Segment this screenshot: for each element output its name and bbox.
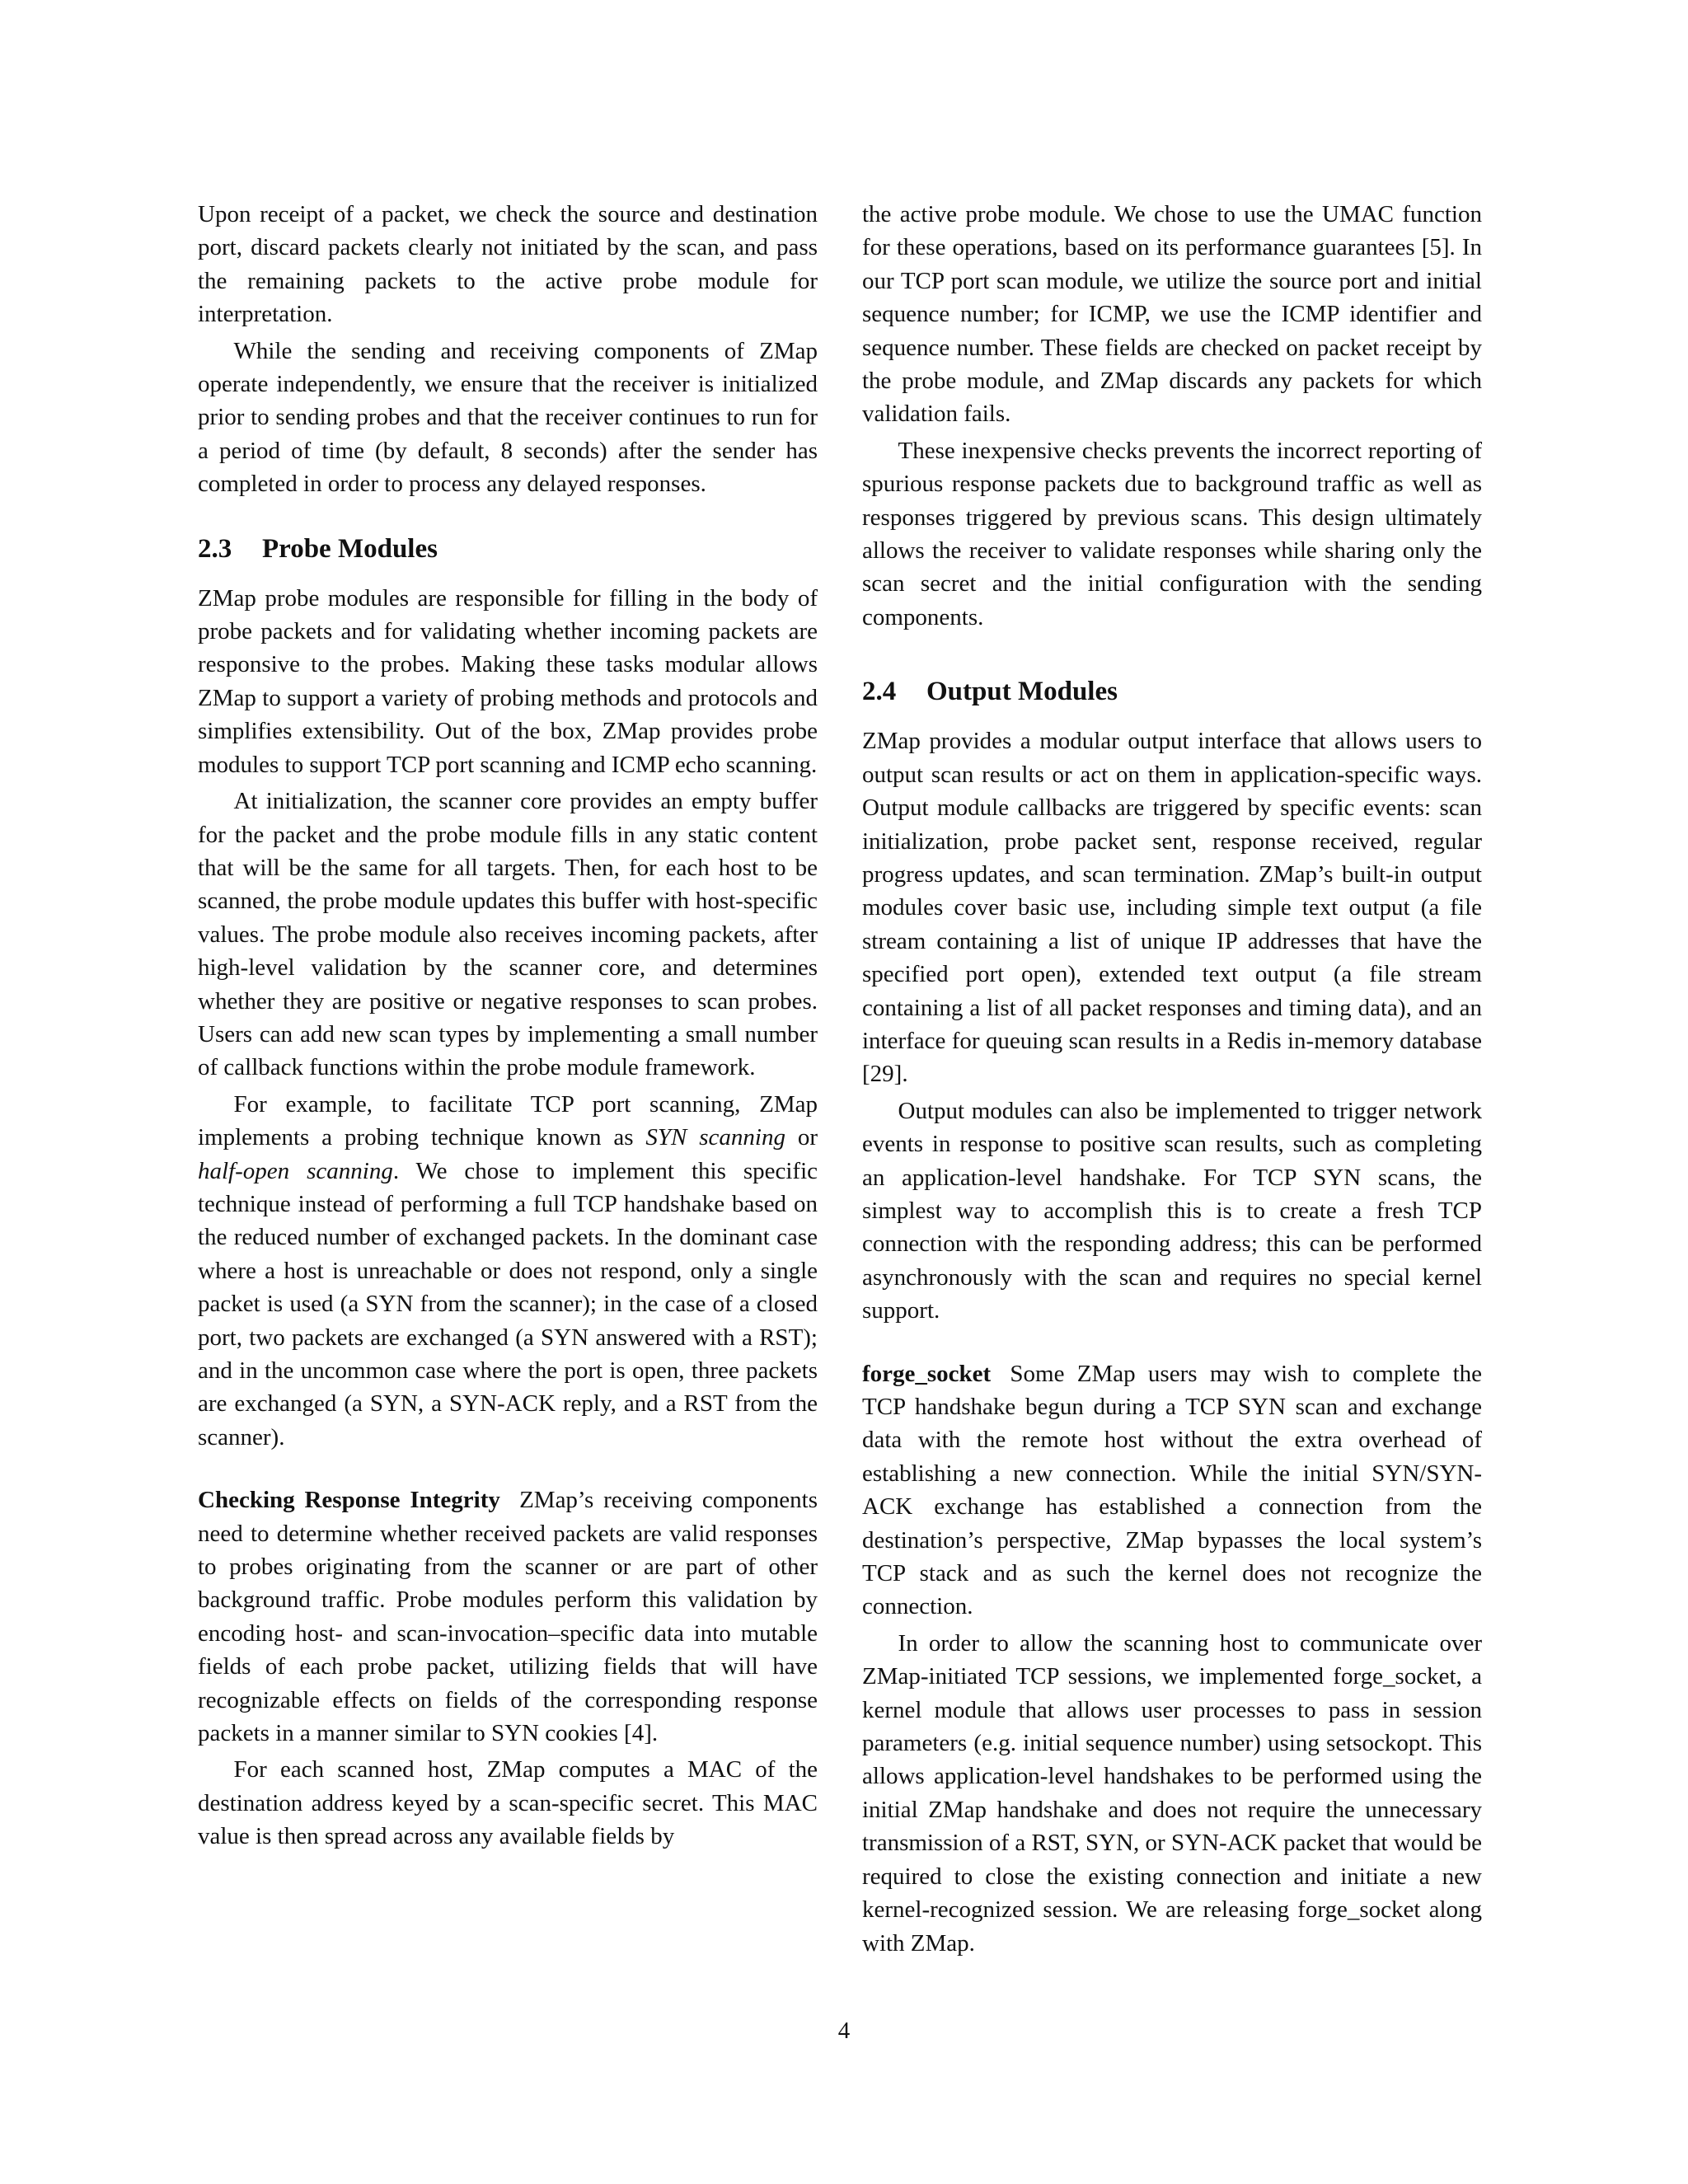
paragraph-forge-socket [862,1357,1482,1624]
section-heading-2-4 [862,675,1482,708]
paragraph: These inexpensive checks prevents the incorrect reporting of spurious response packets due to background traffic as well as responses triggered by previous scans. This design ultimately allows the receiver to validate responses while sharing only the scan secret and the initial configuration with the sending components. [862,437,1482,630]
paragraph-heading: forge_socket [862,1360,992,1387]
paragraph: Output modules can also be implemented to trigger network events in response to positive scan results, such as completing an application-level handshake. For TCP SYN scans, the simplest way to accomplish this is to create a fresh TCP connection with the responding address; this can be performed asynchronously with the scan and requires no special kernel support. [862,1097,1482,1324]
text-run: . We chose to implement this specific technique instead of performing a full TCP handshake based on the reduced number of exchanged packets. In the dominant case where a host is unreachable or does not respond, only a single packet is used (a SYN from the scanner); in the case of a closed port, two packets are exchanged (a SYN answered with a RST); and in the uncommon case where the port is open, three packets are exchanged (a SYN, a SYN-ACK reply, and a RST from the scanner). [198,1157,818,1451]
right-column [862,198,1482,1960]
paragraph: Upon receipt of a packet, we check the source and destination port, discard packets clearly not initiated by the scan, and pass the remaining packets to the active probe module for interpretation. [198,201,818,328]
left-column [198,198,818,1854]
text-run: or [785,1124,818,1151]
paragraph-heading: Checking Response Integrity [198,1487,500,1514]
paragraph [198,1088,818,1454]
text-run: ZMap’s receiving components need to determine whether received packets are valid responses to probes originating from the scanner or are part of other background traffic. Probe modules perform this validation by encoding host- and scan-invocation–specific data into mutable fields of each probe packet, utilizing fields that will have recognizable effects on fields of the corresponding response packets in a manner similar to SYN cookies [4]. [198,1487,818,1747]
paragraph: For each scanned host, ZMap computes a MAC of the destination address keyed by a scan-specific secret. This MAC value is then spread across any available fields by [198,1756,818,1850]
section-number: 2.3 [198,533,232,564]
paragraph: ZMap probe modules are responsible for filling in the body of probe packets and for validating whether incoming packets are responsive to the probes. Making these tasks modular allows ZMap to support a variety of probing methods and protocols and simplifies extensibility. Out of the box, ZMap provides probe modules to support TCP port scanning and ICMP echo scanning. [198,584,818,778]
page-number: 4 [837,2018,851,2044]
section-number: 2.4 [862,677,897,707]
text-run: For example, to facilitate TCP port scanning, ZMap implements a probing technique known as [198,1090,818,1151]
section-title: Output Modules [926,677,1118,707]
text-run: Some ZMap users may wish to complete the TCP handshake begun during a TCP SYN scan and exchange data with the remote host without the extra overhead of establishing a new connection. While the initial SYN/SYN-ACK exchange has established a connection from the destination’s perspective, ZMap bypasses the local system’s TCP stack and as such the kernel does not recognize the connection. [862,1360,1482,1620]
emphasis-half-open-scanning: half-open scanning [198,1157,393,1184]
paragraph: the active probe module. We chose to use the UMAC function for these operations, based on its performance guarantees [5]. In our TCP port scan module, we utilize the source port and initial sequence number; for ICMP, we use the ICMP identifier and sequence number. These fields are checked on packet receipt by the probe module, and ZMap discards any packets for which validation fails. [862,201,1482,428]
section-heading-2-3 [198,532,818,565]
paragraph: While the sending and receiving components of ZMap operate independently, we ensure that the receiver is initialized prior to sending probes and that the receiver continues to run for a period of time (by default, 8 seconds) after the sender has completed in order to process any delayed responses. [198,337,818,498]
paragraph: In order to allow the scanning host to communicate over ZMap-initiated TCP sessions, we implemented forge_socket, a kernel module that allows user processes to pass in session parameters (e.g. initial sequence number) using setsockopt. This allows application-level handshakes to be performed using the initial ZMap handshake and does not require the unnecessary transmission of a RST, SYN, or SYN-ACK packet that would be required to close the existing connection and initiate a new kernel-recognized session. We are releasing forge_socket along with ZMap. [862,1629,1482,1957]
section-title: Probe Modules [262,533,438,564]
emphasis-syn-scanning: SYN scanning [645,1124,785,1151]
paragraph-checking-response-integrity [198,1483,818,1750]
paragraph: At initialization, the scanner core provides an empty buffer for the packet and the probe module fills in any static content that will be the same for all targets. Then, for each host to be scanned, the probe module updates this buffer with host-specific values. The probe module also receives incoming packets, after high-level validation by the scanner core, and determines whether they are positive or negative responses to scan probes. Users can add new scan types by implementing a small number of callback functions within the probe module framework. [198,788,818,1081]
paragraph: ZMap provides a modular output interface that allows users to output scan results or act on them in application-specific ways. Output module callbacks are triggered by specific events: scan initialization, probe packet sent, response received, regular progress updates, and scan termination. ZMap’s built-in output modules cover basic use, including simple text output (a file stream containing a list of unique IP addresses that have the specified port open), extended text output (a file stream containing a list of all packet responses and timing data), and an interface for queuing scan results in a Redis in-memory database [29]. [862,728,1482,1088]
